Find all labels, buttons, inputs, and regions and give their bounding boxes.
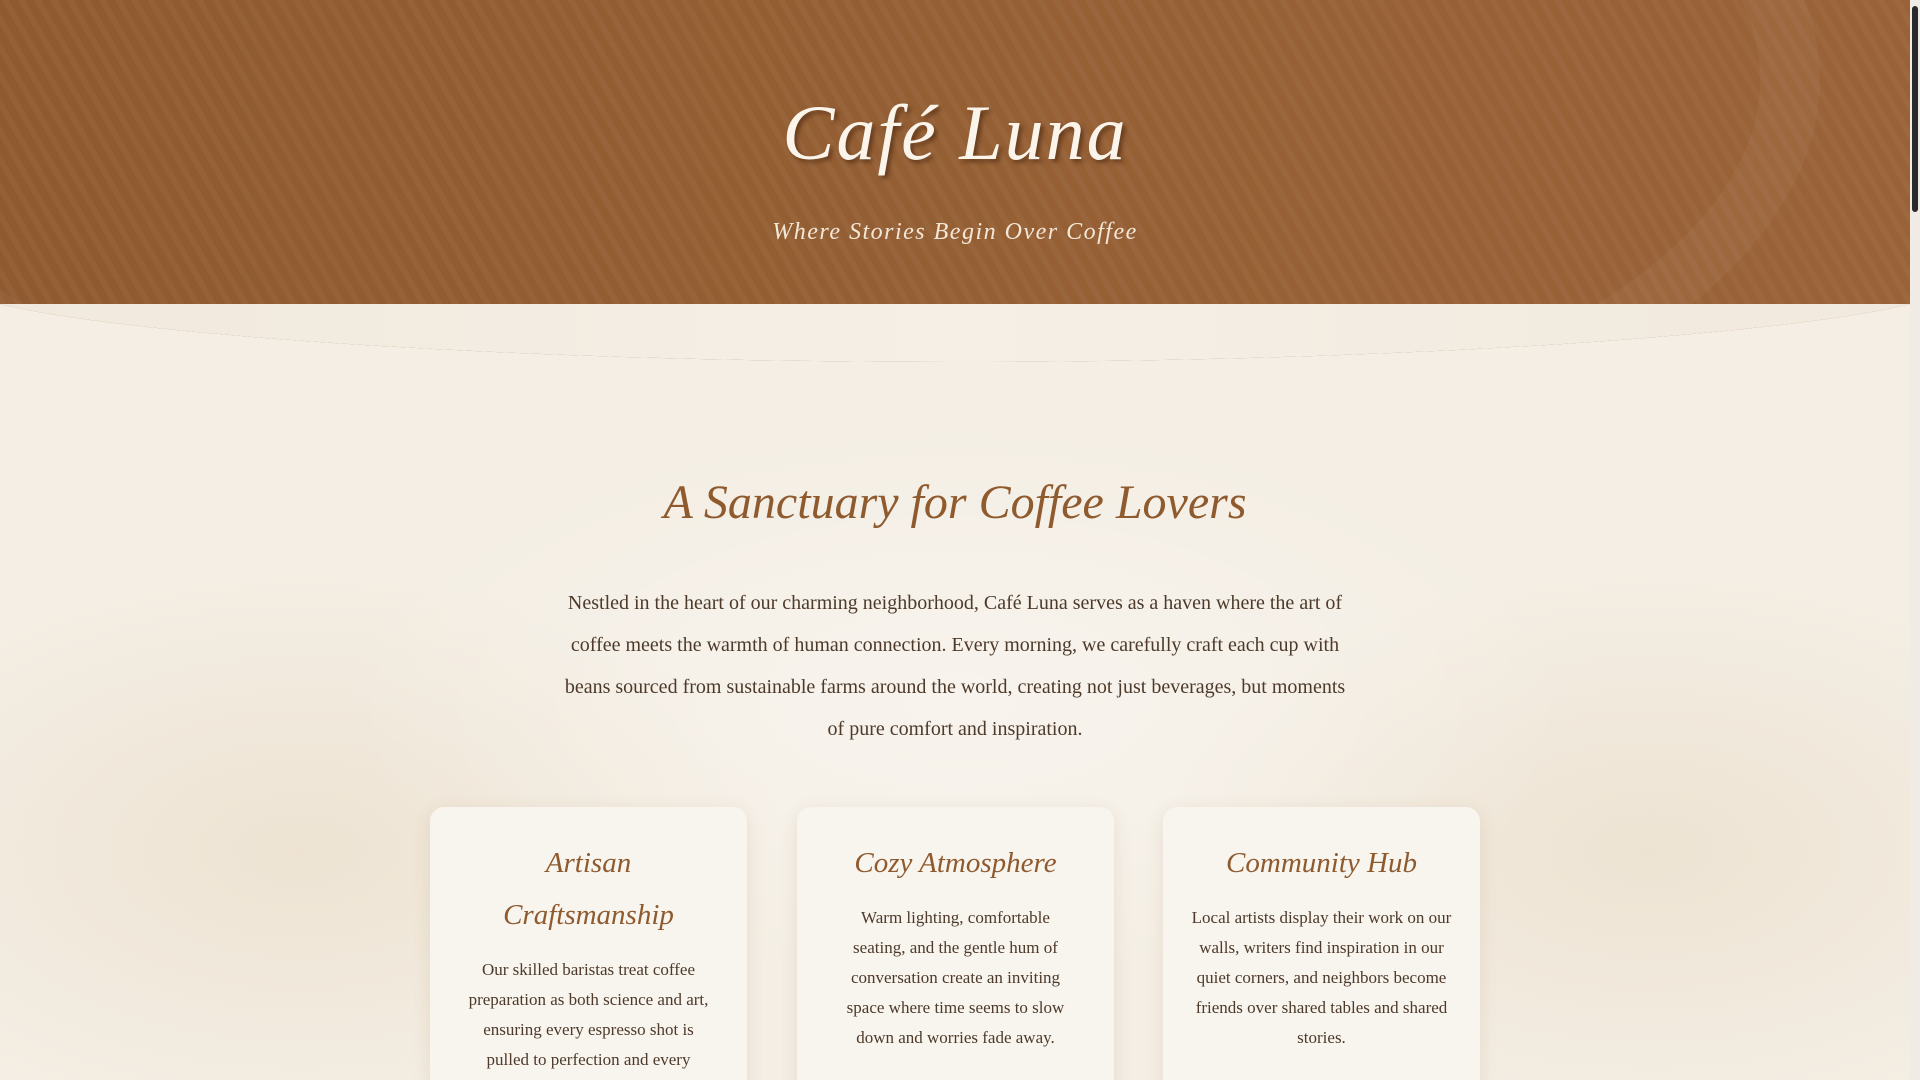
- feature-card-title: Cozy Atmosphere: [854, 847, 1057, 879]
- feature-cards: [0, 807, 1910, 1080]
- about-description: Nestled in the heart of our charming neighborhood, Café Luna serves as a haven where the art of coffee meets the warmth of human connection. Every morning, we carefully craft each cup with beans sourced from sustainable farms around the world, creating not just beverages, but moments of pure comfort and inspiration.: [564, 592, 1346, 740]
- site-tagline: Where Stories Begin Over Coffee: [772, 219, 1138, 245]
- site-title: Café Luna: [782, 89, 1128, 176]
- feature-card-text: Our skilled baristas treat coffee preparation as both science and art, ensuring every espresso shot is pulled to perfection and every: [468, 960, 709, 1069]
- about-heading: A Sanctuary for Coffee Lovers: [663, 476, 1247, 529]
- scrollbar-thumb[interactable]: [1912, 6, 1918, 212]
- feature-card-atmosphere: [797, 807, 1114, 1080]
- feature-card-text: Warm lighting, comfortable seating, and the gentle hum of conversation create an inviting space where time seems to slow down and worries fade away.: [846, 908, 1065, 1047]
- feature-card-artisan: [430, 807, 747, 1080]
- page-scrollbar[interactable]: [1910, 0, 1920, 1080]
- hero-wave-divider: [0, 304, 1910, 366]
- hero-header: [0, 0, 1910, 305]
- feature-card-title: Artisan Craftsmanship: [503, 847, 674, 931]
- feature-card-text: Local artists display their work on our walls, writers find inspiration in our quiet corners, and neighbors become friends over shared tables and shared stories.: [1191, 908, 1452, 1047]
- feature-card-community: [1163, 807, 1480, 1080]
- feature-card-title: Community Hub: [1226, 847, 1417, 879]
